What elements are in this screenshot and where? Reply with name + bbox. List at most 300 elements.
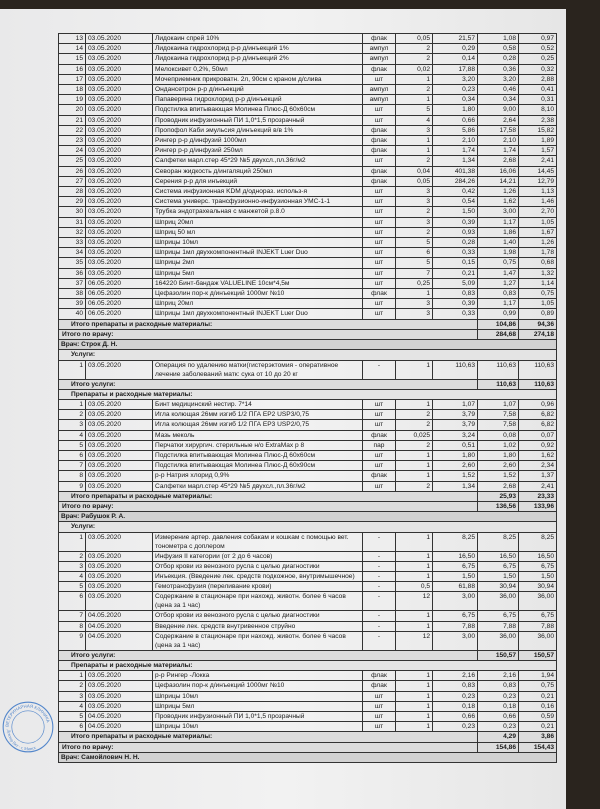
row-name: Гемотрансфузия (переливание крови) [153,582,363,592]
row-unit: флак [363,430,396,440]
row-number: 29 [59,197,86,207]
row-price: 1,74 [433,146,478,156]
row-date: 06.05.2020 [86,309,153,319]
section-header-row [59,389,557,399]
row-unit: - [363,532,396,551]
row-number: 40 [59,309,86,319]
row-name: Шприцы 5мл [153,268,363,278]
table-row [59,74,557,84]
row-unit: флак [363,671,396,681]
row-number: 7 [59,611,86,621]
row-total: 0,25 [519,54,557,64]
row-sum: 1,74 [478,146,519,156]
row-sum: 0,58 [478,44,519,54]
table-row [59,671,557,681]
row-number: 7 [59,461,86,471]
total-sum: 150,57 [478,650,519,660]
row-total: 1,26 [519,238,557,248]
row-price: 0,23 [433,722,478,732]
row-name: Отбор крови из венозного русла с целью диагностики [153,561,363,571]
row-unit: флак [363,681,396,691]
table-row [59,481,557,491]
row-price: 0,18 [433,701,478,711]
row-number: 5 [59,440,86,450]
svg-text:Доктор Вет · г. Минск: Доктор Вет · г. Минск [6,729,37,752]
row-date: 04.05.2020 [86,621,153,631]
doctor-header-row [59,512,557,522]
row-sum: 0,36 [478,64,519,74]
row-name: Рингер р-р д/инфузий 1000мл [153,136,363,146]
table-row [59,691,557,701]
row-price: 0,29 [433,44,478,54]
row-sum: 0,66 [478,711,519,721]
table-row [59,551,557,561]
row-price: 0,21 [433,268,478,278]
row-price: 0,23 [433,691,478,701]
row-name: Цефазолин пор-к д/инъекций 1000мг №10 [153,681,363,691]
row-name: Содержание в стационаре при нахожд. животн. более 6 часов (цена за 1 час) [153,592,363,611]
section-label: Препараты и расходные материалы: [59,389,557,399]
row-name: Подстилка впитывающая Молинеа Плюс-Д 60х60см [153,450,363,460]
table-row [59,217,557,227]
row-date: 03.05.2020 [86,410,153,420]
row-unit: ампул [363,44,396,54]
row-sum: 7,58 [478,420,519,430]
row-sum: 7,88 [478,621,519,631]
row-sum: 3,00 [478,207,519,217]
row-name: Проводник инфузионный ПИ 1,0*1,5 прозрачный [153,711,363,721]
table-row [59,85,557,95]
row-sum: 1,26 [478,187,519,197]
row-total: 2,34 [519,461,557,471]
row-total: 0,07 [519,430,557,440]
row-name: Введение лек. средств внутривенное струйно [153,621,363,631]
row-price: 1,80 [433,105,478,115]
subtotal-row [59,732,557,742]
row-number: 1 [59,532,86,551]
row-date: 03.05.2020 [86,430,153,440]
row-unit: флак [363,34,396,44]
total-sum: 136,56 [478,501,519,511]
row-name: Мазь меколь [153,430,363,440]
row-unit: ампул [363,85,396,95]
row-total: 0,75 [519,289,557,299]
table-row [59,621,557,631]
row-unit: шт [363,299,396,309]
row-quantity: 5 [396,105,433,115]
row-price: 7,88 [433,621,478,631]
row-quantity: 12 [396,631,433,650]
row-name: 164220 Бинт-бандаж VALUELINE 10см*4,5м [153,278,363,288]
table-row [59,197,557,207]
row-date: 03.05.2020 [86,592,153,611]
row-sum: 36,00 [478,592,519,611]
table-row [59,711,557,721]
table-row [59,227,557,237]
row-sum: 1,62 [478,197,519,207]
row-number: 27 [59,176,86,186]
row-total: 1,37 [519,471,557,481]
table-row [59,681,557,691]
table-row [59,258,557,268]
row-date: 03.05.2020 [86,440,153,450]
row-number: 21 [59,115,86,125]
table-row [59,360,557,379]
row-sum: 1,02 [478,440,519,450]
table-row [59,440,557,450]
table-row [59,136,557,146]
row-date: 03.05.2020 [86,481,153,491]
row-number: 1 [59,360,86,379]
row-number: 14 [59,44,86,54]
table-row [59,115,557,125]
row-name: Серения р-р для инъекций [153,176,363,186]
row-number: 1 [59,671,86,681]
row-quantity: 3 [396,299,433,309]
row-total: 0,89 [519,309,557,319]
row-date: 06.05.2020 [86,299,153,309]
row-date: 03.05.2020 [86,146,153,156]
row-date: 03.05.2020 [86,561,153,571]
row-total: 2,38 [519,115,557,125]
table-row [59,187,557,197]
row-sum: 1,40 [478,238,519,248]
row-total: 8,25 [519,532,557,551]
row-date: 03.05.2020 [86,360,153,379]
row-quantity: 1 [396,450,433,460]
row-unit: - [363,561,396,571]
row-date: 06.05.2020 [86,289,153,299]
row-number: 38 [59,289,86,299]
row-date: 03.05.2020 [86,227,153,237]
row-number: 23 [59,136,86,146]
row-unit: шт [363,187,396,197]
row-quantity: 1 [396,471,433,481]
row-total: 30,94 [519,582,557,592]
row-sum: 9,00 [478,105,519,115]
row-name: Подстилка впитывающая Молинеа Плюс-Д 60х60см [153,105,363,115]
table-row [59,461,557,471]
row-date: 03.05.2020 [86,44,153,54]
row-date: 03.05.2020 [86,74,153,84]
row-number: 3 [59,561,86,571]
row-date: 03.05.2020 [86,681,153,691]
table-row [59,410,557,420]
doctor-name: Врач: Рабушок Р. А. [59,512,557,522]
row-name: Мелоксивет 0,2%, 50мл [153,64,363,74]
row-unit: флак [363,289,396,299]
doctor-name: Врач: Строк Д. Н. [59,340,557,350]
row-name: Рингер р-р д/инфузий 250мл [153,146,363,156]
row-unit: флак [363,146,396,156]
row-number: 4 [59,571,86,581]
total-amount: 150,57 [519,650,557,660]
section-label: Услуги: [59,350,557,360]
row-date: 03.05.2020 [86,176,153,186]
row-sum: 2,68 [478,481,519,491]
row-name: Инфузия II категории (от 2 до 6 часов) [153,551,363,561]
table-row [59,176,557,186]
row-total: 1,67 [519,227,557,237]
row-date: 03.05.2020 [86,248,153,258]
table-row [59,722,557,732]
row-sum: 0,75 [478,258,519,268]
table-row [59,631,557,650]
row-quantity: 1 [396,399,433,409]
row-number: 5 [59,711,86,721]
row-unit: пар [363,440,396,450]
row-quantity: 1 [396,146,433,156]
row-quantity: 1 [396,532,433,551]
row-price: 2,16 [433,671,478,681]
row-unit: шт [363,268,396,278]
row-quantity: 1 [396,360,433,379]
row-total: 0,32 [519,64,557,74]
row-quantity: 1 [396,74,433,84]
row-unit: шт [363,105,396,115]
row-sum: 1,17 [478,299,519,309]
row-quantity: 0,05 [396,176,433,186]
row-date: 03.05.2020 [86,691,153,701]
table-row [59,309,557,319]
row-price: 0,39 [433,299,478,309]
row-total: 2,41 [519,156,557,166]
row-total: 36,00 [519,592,557,611]
table-row [59,399,557,409]
row-price: 0,42 [433,187,478,197]
row-sum: 1,52 [478,471,519,481]
row-number: 24 [59,146,86,156]
row-number: 3 [59,420,86,430]
row-unit: - [363,571,396,581]
row-price: 3,00 [433,592,478,611]
table-row [59,561,557,571]
total-label: Итого препараты и расходные материалы: [59,319,478,329]
row-price: 6,75 [433,611,478,621]
row-total: 6,75 [519,561,557,571]
table-row [59,95,557,105]
row-sum: 1,47 [478,268,519,278]
total-label: Итого услуги: [59,379,478,389]
total-amount: 274,18 [519,329,557,339]
row-total: 0,59 [519,711,557,721]
row-total: 1,78 [519,248,557,258]
row-unit: шт [363,309,396,319]
row-total: 2,88 [519,74,557,84]
row-sum: 14,21 [478,176,519,186]
table-row [59,238,557,248]
row-name: Система инфузионная KDM д/однораз. использ-я [153,187,363,197]
row-sum: 6,75 [478,561,519,571]
row-number: 9 [59,631,86,650]
row-name: р-р Рингер -Локка [153,671,363,681]
row-sum: 0,23 [478,691,519,701]
row-quantity: 2 [396,85,433,95]
row-total: 1,57 [519,146,557,156]
row-name: Содержание в стационаре при нахожд. животн. более 6 часов (цена за 1 час) [153,631,363,650]
row-unit: флак [363,166,396,176]
row-quantity: 0,025 [396,430,433,440]
row-price: 5,86 [433,125,478,135]
row-unit: - [363,592,396,611]
row-total: 2,41 [519,481,557,491]
row-total: 8,10 [519,105,557,115]
row-quantity: 1 [396,701,433,711]
doctor-total-row [59,742,557,752]
row-price: 1,80 [433,450,478,460]
table-row [59,248,557,258]
row-sum: 2,10 [478,136,519,146]
row-total: 1,32 [519,268,557,278]
row-quantity: 0,04 [396,166,433,176]
row-quantity: 3 [396,187,433,197]
row-quantity: 2 [396,54,433,64]
row-number: 22 [59,125,86,135]
row-date: 03.05.2020 [86,156,153,166]
row-quantity: 5 [396,258,433,268]
row-quantity: 3 [396,197,433,207]
row-total: 1,46 [519,197,557,207]
row-quantity: 3 [396,309,433,319]
row-sum: 7,58 [478,410,519,420]
row-price: 0,33 [433,309,478,319]
row-price: 0,28 [433,238,478,248]
row-quantity: 1 [396,681,433,691]
row-price: 1,34 [433,481,478,491]
table-row [59,64,557,74]
row-unit: шт [363,197,396,207]
row-total: 6,82 [519,420,557,430]
total-label: Итого по врачу: [59,742,478,752]
row-sum: 1,98 [478,248,519,258]
row-quantity: 1 [396,561,433,571]
table-row [59,54,557,64]
row-total: 1,05 [519,217,557,227]
row-sum: 0,83 [478,681,519,691]
row-name: Перчатки хирургич. стерильные н/о ExtraMax р 8 [153,440,363,450]
table-row [59,471,557,481]
table-row [59,299,557,309]
row-name: Игла колющая 26мм изгиб 1/2 ПГА ЕР2 USP3/0,75 [153,410,363,420]
row-sum: 1,27 [478,278,519,288]
row-number: 4 [59,430,86,440]
row-price: 110,63 [433,360,478,379]
row-name: Лидокаина гидрохлорид р-р д/инъекций 1% [153,44,363,54]
doctor-total-row [59,501,557,511]
row-unit: шт [363,410,396,420]
row-price: 0,34 [433,95,478,105]
row-date: 03.05.2020 [86,701,153,711]
row-number: 5 [59,582,86,592]
subtotal-row [59,491,557,501]
row-date: 04.05.2020 [86,711,153,721]
row-total: 16,50 [519,551,557,561]
total-label: Итого препараты и расходные материалы: [59,491,478,501]
total-amount: 94,36 [519,319,557,329]
row-number: 16 [59,64,86,74]
row-total: 1,13 [519,187,557,197]
row-quantity: 1 [396,691,433,701]
table-row [59,450,557,460]
row-date: 04.05.2020 [86,631,153,650]
row-quantity: 1 [396,461,433,471]
row-quantity: 2 [396,44,433,54]
row-name: р-р Натрия хлорид 0,9% [153,471,363,481]
row-sum: 30,94 [478,582,519,592]
row-name: Салфетки марл.стер 45*29 №5 двухсл.,пл.36г/м2 [153,156,363,166]
row-name: Шприцы 1мл двухкомпонентный INJEKT Luer Duo [153,248,363,258]
row-sum: 2,64 [478,115,519,125]
table-row [59,278,557,288]
row-total: 6,82 [519,410,557,420]
row-price: 3,79 [433,420,478,430]
row-quantity: 2 [396,227,433,237]
row-unit: - [363,611,396,621]
row-price: 0,15 [433,258,478,268]
row-unit: флак [363,176,396,186]
row-price: 21,57 [433,34,478,44]
table-row [59,420,557,430]
row-total: 6,75 [519,611,557,621]
row-unit: шт [363,701,396,711]
row-name: Бинт медицинский нестир. 7*14 [153,399,363,409]
row-total: 0,31 [519,95,557,105]
doctor-total-row [59,329,557,339]
row-unit: флак [363,471,396,481]
row-price: 1,34 [433,156,478,166]
row-price: 3,00 [433,631,478,650]
section-header-row [59,660,557,670]
row-date: 03.05.2020 [86,54,153,64]
row-sum: 16,06 [478,166,519,176]
row-name: Лидокаина гидрохлорид р-р д/инъекций 2% [153,54,363,64]
row-sum: 0,28 [478,54,519,64]
table-row [59,44,557,54]
doctor-header-row [59,752,557,762]
row-quantity: 1 [396,551,433,561]
table-row [59,701,557,711]
section-label: Услуги: [59,522,557,532]
row-number: 13 [59,34,86,44]
row-unit: - [363,582,396,592]
row-quantity: 2 [396,410,433,420]
row-unit: шт [363,461,396,471]
table-row [59,582,557,592]
row-name: Салфетки марл.стер 45*29 №5 двухсл.,пл.36г/м2 [153,481,363,491]
row-number: 20 [59,105,86,115]
row-price: 1,50 [433,571,478,581]
total-label: Итого по врачу: [59,501,478,511]
row-unit: шт [363,278,396,288]
row-sum: 0,08 [478,430,519,440]
row-total: 15,82 [519,125,557,135]
table-row [59,571,557,581]
row-number: 34 [59,248,86,258]
row-number: 33 [59,238,86,248]
row-quantity: 2 [396,156,433,166]
row-sum: 6,75 [478,611,519,621]
total-amount: 133,96 [519,501,557,511]
table-row [59,592,557,611]
total-amount: 154,43 [519,742,557,752]
row-unit: - [363,360,396,379]
row-total: 12,79 [519,176,557,186]
row-quantity: 1 [396,95,433,105]
row-number: 39 [59,299,86,309]
row-date: 03.05.2020 [86,258,153,268]
row-date: 06.05.2020 [86,278,153,288]
row-date: 03.05.2020 [86,238,153,248]
